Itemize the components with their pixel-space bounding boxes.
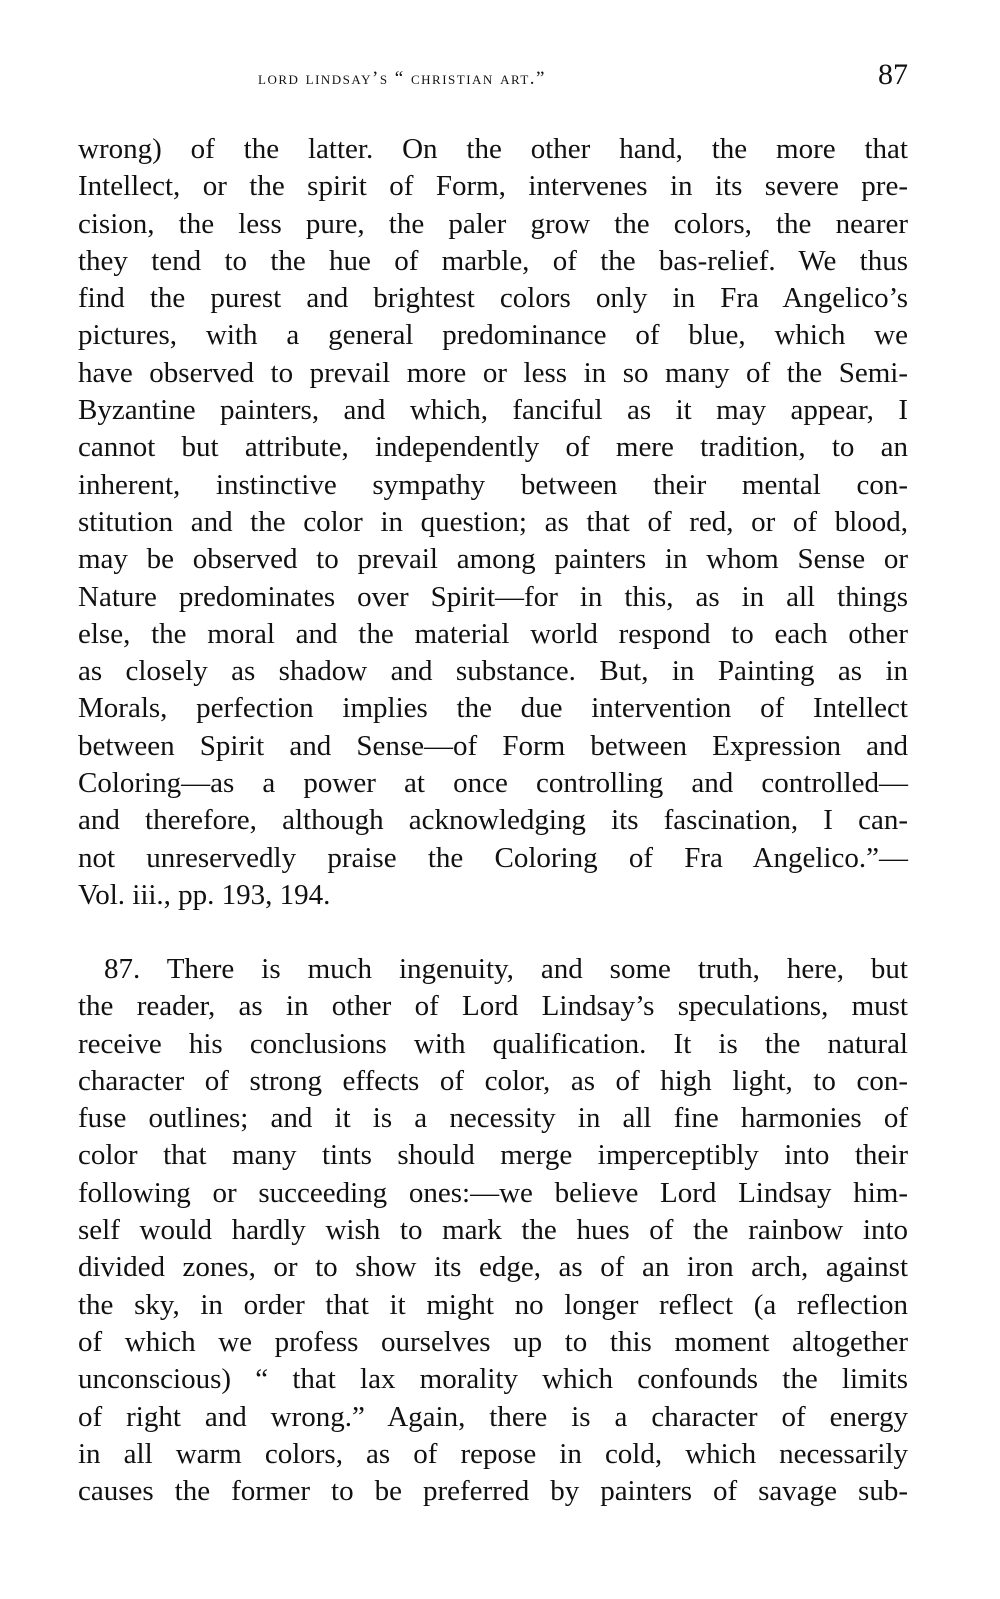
- paragraph-87: [78, 951, 908, 1510]
- text-line: Nature predominates over Spirit—for in this, as in all things: [78, 580, 908, 613]
- text-line: may be observed to prevail among painters in whom Sense or: [78, 543, 908, 576]
- text-line: fuse outlines; and it is a necessity in all fine harmonies of: [78, 1102, 908, 1135]
- text-line: stitution and the color in question; as that of red, or of blood,: [78, 505, 908, 538]
- text-line: wrong) of the latter. On the other hand, the more that: [78, 133, 908, 165]
- text-line: receive his conclusions with qualification. It is the natural: [78, 1027, 908, 1060]
- text-line: have observed to prevail more or less in so many of the Semi-: [78, 356, 908, 389]
- text-line: Byzantine painters, and which, fanciful as it may appear, I: [78, 394, 908, 427]
- text-line: color that many tints should merge imperceptibly into their: [78, 1139, 908, 1172]
- paragraph-quotation: [78, 131, 908, 914]
- text-line: the reader, as in other of Lord Lindsay’s speculations, must: [78, 990, 908, 1023]
- text-line: character of strong effects of color, as of high light, to con-: [78, 1064, 908, 1097]
- running-head: lord lindsay’s “ christian art.”: [258, 68, 546, 89]
- text-line: following or succeeding ones:—we believe Lord Lindsay him-: [78, 1176, 908, 1209]
- text-line: not unreservedly praise the Coloring of Fra Angelico.”—: [78, 841, 908, 874]
- text-line: they tend to the hue of marble, of the bas-relief. We thus: [78, 244, 908, 277]
- text-line: Morals, perfection implies the due intervention of Intellect: [78, 692, 908, 725]
- text-line: of right and wrong.” Again, there is a character of energy: [78, 1400, 908, 1433]
- text-line: and therefore, although acknowledging its fascination, I can-: [78, 804, 908, 837]
- text-line: cannot but attribute, independently of mere tradition, to an: [78, 431, 908, 464]
- text-line: in all warm colors, as of repose in cold, which necessarily: [78, 1437, 908, 1470]
- page-number: 87: [878, 58, 908, 91]
- text-line: Coloring—as a power at once controlling and controlled—: [78, 767, 908, 800]
- text-line: unconscious) “ that lax morality which confounds the limits: [78, 1363, 908, 1396]
- text-line: as closely as shadow and substance. But, in Painting as in: [78, 655, 908, 688]
- page-header: [78, 58, 908, 98]
- text-line: of which we profess ourselves up to this moment altogether: [78, 1325, 908, 1358]
- text-line: Intellect, or the spirit of Form, intervenes in its severe pre-: [78, 170, 908, 203]
- text-line: divided zones, or to show its edge, as of an iron arch, against: [78, 1251, 908, 1284]
- text-line: find the purest and brightest colors only in Fra Angelico’s: [78, 282, 908, 315]
- text-line: else, the moral and the material world respond to each other: [78, 617, 908, 650]
- text-line: cision, the less pure, the paler grow the colors, the nearer: [78, 207, 908, 240]
- text-line: between Spirit and Sense—of Form between Expression and: [78, 729, 908, 762]
- text-line: pictures, with a general predominance of blue, which we: [78, 319, 908, 352]
- text-line: inherent, instinctive sympathy between their mental con-: [78, 468, 908, 501]
- text-line: causes the former to be preferred by painters of savage sub-: [78, 1475, 908, 1508]
- text-line: Vol. iii., pp. 193, 194.: [78, 878, 331, 911]
- text-line: the sky, in order that it might no longer reflect (a reflection: [78, 1288, 908, 1321]
- text-line: 87. There is much ingenuity, and some truth, here, but: [104, 953, 908, 985]
- text-line: self would hardly wish to mark the hues of the rainbow into: [78, 1214, 908, 1247]
